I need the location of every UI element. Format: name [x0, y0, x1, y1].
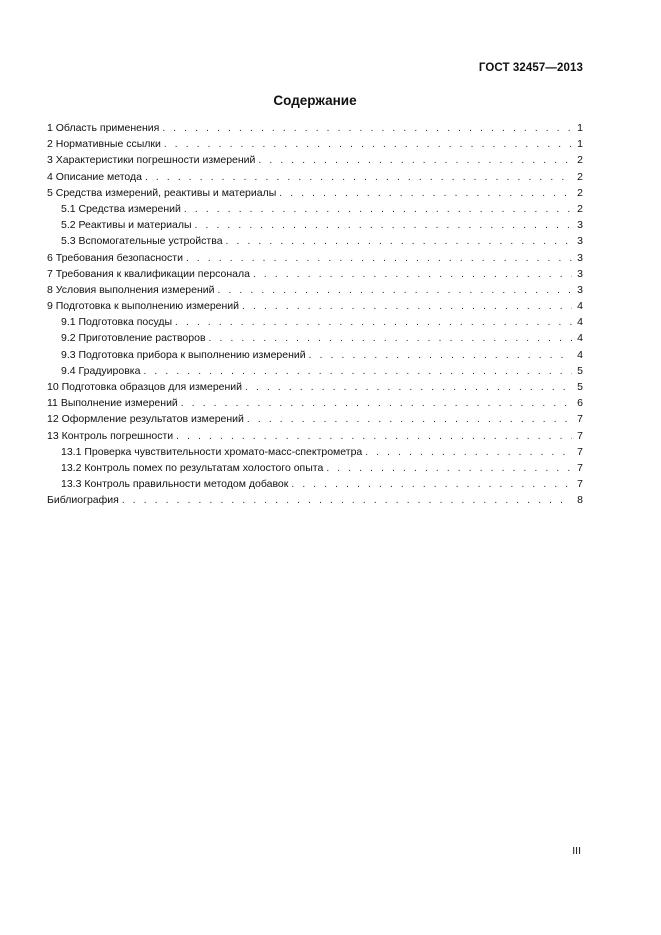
toc-entry-page: 4 — [577, 316, 583, 329]
toc-entry-page: 1 — [577, 138, 583, 151]
toc-leader-dots — [218, 283, 572, 299]
toc-entry[interactable] — [47, 444, 583, 460]
toc-entry-title: 5 Средства измерений, реактивы и материалы — [47, 186, 277, 199]
toc-entry[interactable] — [47, 185, 583, 201]
toc-entry[interactable] — [47, 330, 583, 346]
toc-leader-dots — [176, 429, 572, 445]
toc-entry-title: 8 Условия выполнения измерений — [47, 283, 215, 296]
toc-entry-title: 7 Требования к квалификации персонала — [47, 267, 250, 280]
toc-entry-title: 9.2 Приготовление растворов — [61, 332, 206, 345]
toc-entry[interactable] — [47, 282, 583, 298]
toc-entry[interactable] — [47, 492, 583, 508]
toc-entry[interactable] — [47, 266, 583, 282]
toc-entry-page: 1 — [577, 122, 583, 134]
toc-entry-page: 8 — [577, 494, 583, 507]
toc-entry-title: 12 Оформление результатов измерений — [47, 413, 244, 426]
toc-entry-title: 6 Требования безопасности — [47, 251, 183, 264]
toc-entry-title: 9.4 Градуировка — [61, 364, 141, 377]
toc-leader-dots — [253, 267, 572, 283]
toc-entry-title: Библиография — [47, 494, 119, 507]
toc-entry-page: 3 — [577, 283, 583, 296]
toc-entry-page: 3 — [577, 235, 583, 248]
toc-leader-dots — [247, 412, 572, 428]
toc-entry[interactable] — [47, 314, 583, 330]
toc-entry-page: 4 — [577, 300, 583, 313]
toc-leader-dots — [326, 461, 572, 477]
toc-entry[interactable] — [47, 347, 583, 363]
toc-entry[interactable] — [47, 233, 583, 249]
toc-entry[interactable] — [47, 428, 583, 444]
toc-entry-title: 11 Выполнение измерений — [47, 397, 178, 410]
toc-leader-dots — [309, 348, 572, 364]
toc-entry[interactable] — [47, 152, 583, 168]
toc-leader-dots — [258, 153, 572, 169]
toc-leader-dots — [365, 445, 572, 461]
toc-entry-title: 9.3 Подготовка прибора к выполнению измерений — [61, 348, 306, 361]
toc-entry-page: 2 — [577, 170, 583, 183]
toc-entry-page: 3 — [577, 219, 583, 232]
table-of-contents — [47, 120, 583, 509]
toc-entry[interactable] — [47, 476, 583, 492]
toc-entry[interactable] — [47, 120, 583, 136]
toc-entry-title: 9 Подготовка к выполнению измерений — [47, 300, 240, 313]
toc-leader-dots — [175, 315, 572, 331]
toc-leader-dots — [242, 299, 572, 315]
toc-leader-dots — [145, 170, 572, 186]
toc-entry-page: 6 — [577, 397, 583, 410]
toc-leader-dots — [195, 218, 572, 234]
toc-entry[interactable] — [47, 217, 583, 233]
toc-leader-dots — [291, 477, 572, 493]
toc-entry[interactable] — [47, 395, 583, 411]
toc-entry[interactable] — [47, 411, 583, 427]
toc-leader-dots — [184, 202, 572, 218]
toc-leader-dots — [279, 186, 572, 202]
toc-entry-page: 5 — [577, 381, 583, 393]
page-number: III — [572, 845, 581, 857]
toc-entry-page: 3 — [577, 251, 583, 264]
toc-entry-page: 4 — [577, 332, 583, 345]
toc-entry[interactable] — [47, 250, 583, 266]
toc-leader-dots — [245, 380, 572, 396]
toc-entry-page: 3 — [577, 267, 583, 280]
toc-entry-title: 3 Характеристики погрешности измерений — [47, 154, 256, 167]
toc-entry-page: 2 — [577, 154, 583, 167]
toc-entry-title: 1 Область применения — [47, 122, 160, 134]
toc-entry-page: 7 — [577, 478, 583, 491]
toc-entry-title: 13.2 Контроль помех по результатам холостого опыта — [61, 461, 324, 474]
toc-entry-page: 7 — [577, 429, 583, 442]
toc-leader-dots — [122, 493, 572, 509]
toc-entry-page: 2 — [577, 186, 583, 199]
toc-entry-page: 7 — [577, 445, 583, 458]
toc-entry[interactable] — [47, 363, 583, 379]
toc-entry-page: 5 — [577, 364, 583, 377]
toc-entry-page: 7 — [577, 461, 583, 474]
toc-title: Содержание — [273, 93, 357, 108]
toc-leader-dots — [186, 251, 572, 267]
standard-code: ГОСТ 32457—2013 — [478, 62, 583, 74]
toc-entry-title: 5.3 Вспомогательные устройства — [61, 235, 223, 248]
toc-entry-page: 2 — [577, 202, 583, 215]
toc-entry-title: 5.1 Средства измерений — [61, 202, 181, 215]
toc-entry[interactable] — [47, 201, 583, 217]
toc-entry-title: 13 Контроль погрешности — [47, 429, 174, 442]
toc-entry-title: 5.2 Реактивы и материалы — [61, 219, 192, 232]
toc-entry[interactable] — [47, 460, 583, 476]
toc-entry[interactable] — [47, 298, 583, 314]
toc-leader-dots — [181, 396, 572, 412]
toc-entry-page: 4 — [577, 348, 583, 361]
toc-entry-title: 2 Нормативные ссылки — [47, 138, 161, 151]
toc-entry-title: 10 Подготовка образцов для измерений — [47, 381, 243, 393]
toc-entry-title: 13.3 Контроль правильности методом добавок — [61, 478, 289, 491]
toc-entry-title: 9.1 Подготовка посуды — [61, 316, 173, 329]
toc-entry-page: 7 — [577, 413, 583, 426]
toc-entry-title: 4 Описание метода — [47, 170, 142, 183]
toc-entry[interactable] — [47, 379, 583, 395]
toc-entry[interactable] — [47, 169, 583, 185]
toc-leader-dots — [209, 331, 572, 347]
toc-entry-title: 13.1 Проверка чувствительности хромато-масс-спектрометра — [61, 445, 363, 458]
toc-leader-dots — [226, 234, 572, 250]
toc-entry[interactable] — [47, 136, 583, 152]
toc-leader-dots — [164, 137, 572, 153]
toc-leader-dots — [162, 121, 572, 137]
toc-leader-dots — [143, 364, 572, 380]
